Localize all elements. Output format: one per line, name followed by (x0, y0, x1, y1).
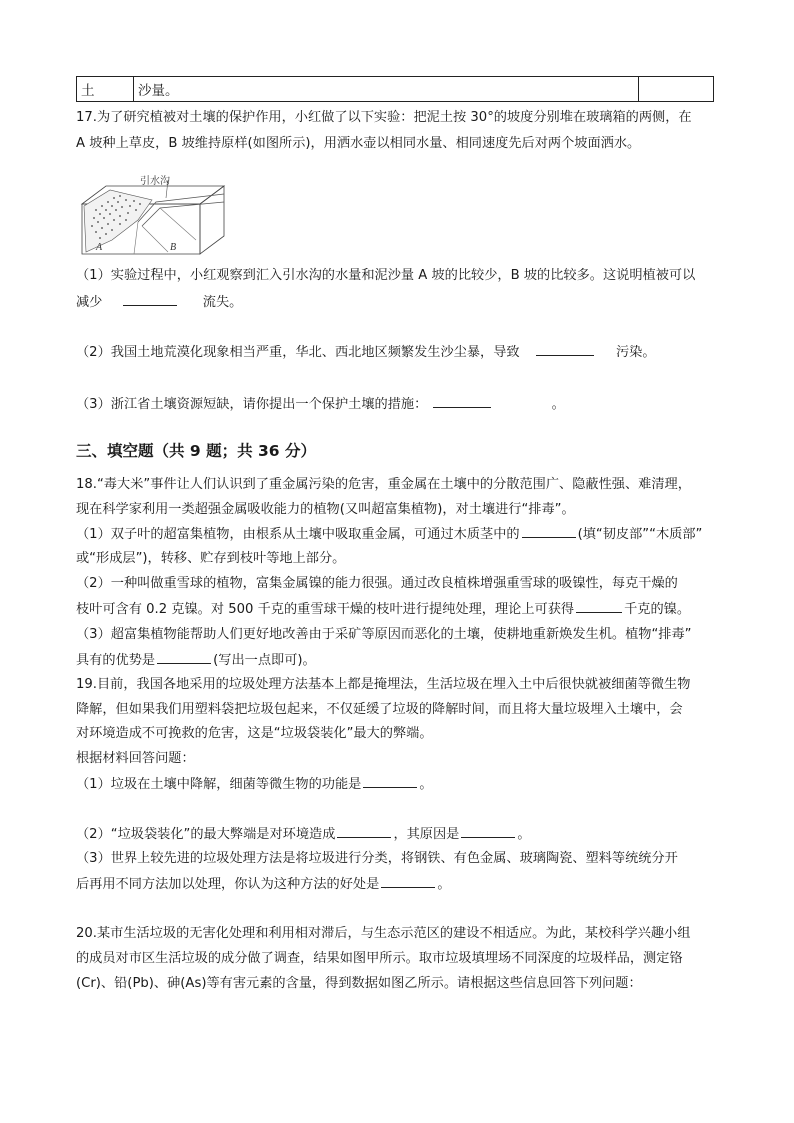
q20-line: (Cr)、铅(Pb)、砷(As)等有害元素的含量，得到数据如图乙所示。请根据这些信息回答下列问题： (76, 976, 642, 991)
q19-line (76, 824, 531, 845)
text-segment: （3）浙江省土壤资源短缺，请你提出一个保护土壤的措施： (76, 397, 428, 412)
slope-b-label: B (170, 242, 177, 253)
text-segment: （1）垃圾在土壤中降解，细菌等微生物的功能是 (76, 777, 362, 792)
answer-blank[interactable] (576, 599, 622, 613)
table-row (77, 77, 714, 102)
q18-line: （3）超富集植物能帮助人们更好地改善由于采矿等原因而恶化的土壤，使耕地重新焕发生机。植物“排毒” (76, 627, 692, 642)
q19-line: （3）世界上较先进的垃圾处理方法是将垃圾进行分类，将钢铁、有色金属、玻璃陶瓷、塑料等统统分开 (76, 851, 678, 866)
q18-line (76, 599, 690, 620)
q17-part2 (76, 342, 656, 363)
q18-line (76, 650, 316, 671)
text-segment: （2）我国土地荒漠化现象相当严重，华北、西北地区频繁发生沙尘暴，导致 (76, 345, 520, 360)
slope-experiment-figure (76, 176, 226, 262)
q19-line: 根据材料回答问题： (76, 751, 195, 766)
q18-line (76, 524, 702, 545)
text-segment: 。 (437, 877, 451, 892)
q19-line (76, 774, 433, 795)
text-segment: 枝叶可含有 0.2 克镍。对 500 千克的重雪球干燥的枝叶进行提纯处理，理论上可获得 (76, 602, 575, 617)
q17-part1: （1）实验过程中，小红观察到汇入引水沟的水量和泥沙量 A 坡的比较少，B 坡的比较多。这说明植被可以 (76, 268, 696, 283)
channel-label: 引水沟 (140, 176, 170, 187)
answer-blank[interactable] (381, 874, 435, 888)
q19-line: 降解，但如果我们用塑料袋把垃圾包起来，不仅延缓了垃圾的降解时间，而且将大量垃圾埋入土壤中，会 (76, 702, 683, 717)
table-cell: 土 (77, 77, 134, 102)
answer-blank[interactable] (157, 650, 211, 664)
table-cell: 沙量。 (134, 77, 639, 102)
q19-line: 对环境造成不可挽救的危害，这是“垃圾袋装化”最大的弊端。 (76, 726, 433, 741)
q19-line (76, 874, 451, 895)
text-segment: 污染。 (615, 345, 656, 360)
answer-blank[interactable] (536, 342, 594, 356)
text-segment: （2）“垃圾袋装化”的最大弊端是对环境造成 (76, 827, 336, 842)
answer-blank[interactable] (337, 824, 391, 838)
answer-blank[interactable] (123, 292, 177, 306)
slope-a-label: A (96, 242, 103, 253)
q17-part3 (76, 394, 565, 415)
answer-blank[interactable] (522, 524, 576, 538)
section-heading: 三、填空题（共 9 题；共 36 分） (76, 442, 316, 460)
text-segment: 。 (517, 827, 531, 842)
text-segment: 减少 (76, 295, 103, 310)
table-cell (639, 77, 714, 102)
text-segment: 千克的镍。 (624, 602, 691, 617)
q18-line: 现在科学家利用一类超强金属吸收能力的植物(又叫超富集植物)，对土壤进行“排毒”。 (76, 502, 575, 517)
answer-table (76, 76, 714, 102)
text-segment: (填“韧皮部”“木质部” (577, 527, 703, 542)
answer-blank[interactable] (433, 394, 491, 408)
answer-blank[interactable] (461, 824, 515, 838)
glass-box-diagram (76, 180, 226, 258)
text-segment: 后再用不同方法加以处理，你认为这种方法的好处是 (76, 877, 380, 892)
text-segment: 。 (419, 777, 433, 792)
text-segment: 具有的优势是 (76, 653, 156, 668)
text-segment: 流失。 (202, 295, 243, 310)
text-segment: (写出一点即可)。 (213, 653, 316, 668)
text-segment: 。 (551, 397, 565, 412)
q20-line: 的成员对市区生活垃圾的成分做了调查，结果如图甲所示。取市垃圾填埋场不同深度的垃圾样品，测定铬 (76, 951, 683, 966)
answer-blank[interactable] (363, 774, 417, 788)
q17-part1-cont (76, 292, 242, 313)
q19-line: 19.目前，我国各地采用的垃圾处理方法基本上都是掩埋法，生活垃圾在埋入土中后很快就被细菌等微生物 (76, 677, 691, 692)
q17-line: A 坡种上草皮，B 坡维持原样(如图所示)，用洒水壶以相同水量、相同速度先后对两个坡面洒水。 (76, 136, 641, 151)
q17-line: 17.为了研究植被对土壤的保护作用，小红做了以下实验：把泥土按 30°的坡度分别堆在玻璃箱的两侧，在 (76, 110, 692, 125)
text-segment: ，其原因是 (393, 827, 460, 842)
q18-line: 或“形成层”)，转移、贮存到枝叶等地上部分。 (76, 551, 346, 566)
text-segment: （1）双子叶的超富集植物，由根系从土壤中吸取重金属，可通过木质茎中的 (76, 527, 520, 542)
q20-line: 20.某市生活垃圾的无害化处理和利用相对滞后，与生态示范区的建设不相适应。为此，某校科学兴趣小组 (76, 926, 691, 941)
q18-line: 18.“毒大米”事件让人们认识到了重金属污染的危害，重金属在土壤中的分散范围广、隐蔽性强、难清理， (76, 477, 691, 492)
q18-line: （2）一种叫做重雪球的植物，富集金属镍的能力很强。通过改良植株增强重雪球的吸镍性，每克干燥的 (76, 576, 678, 591)
